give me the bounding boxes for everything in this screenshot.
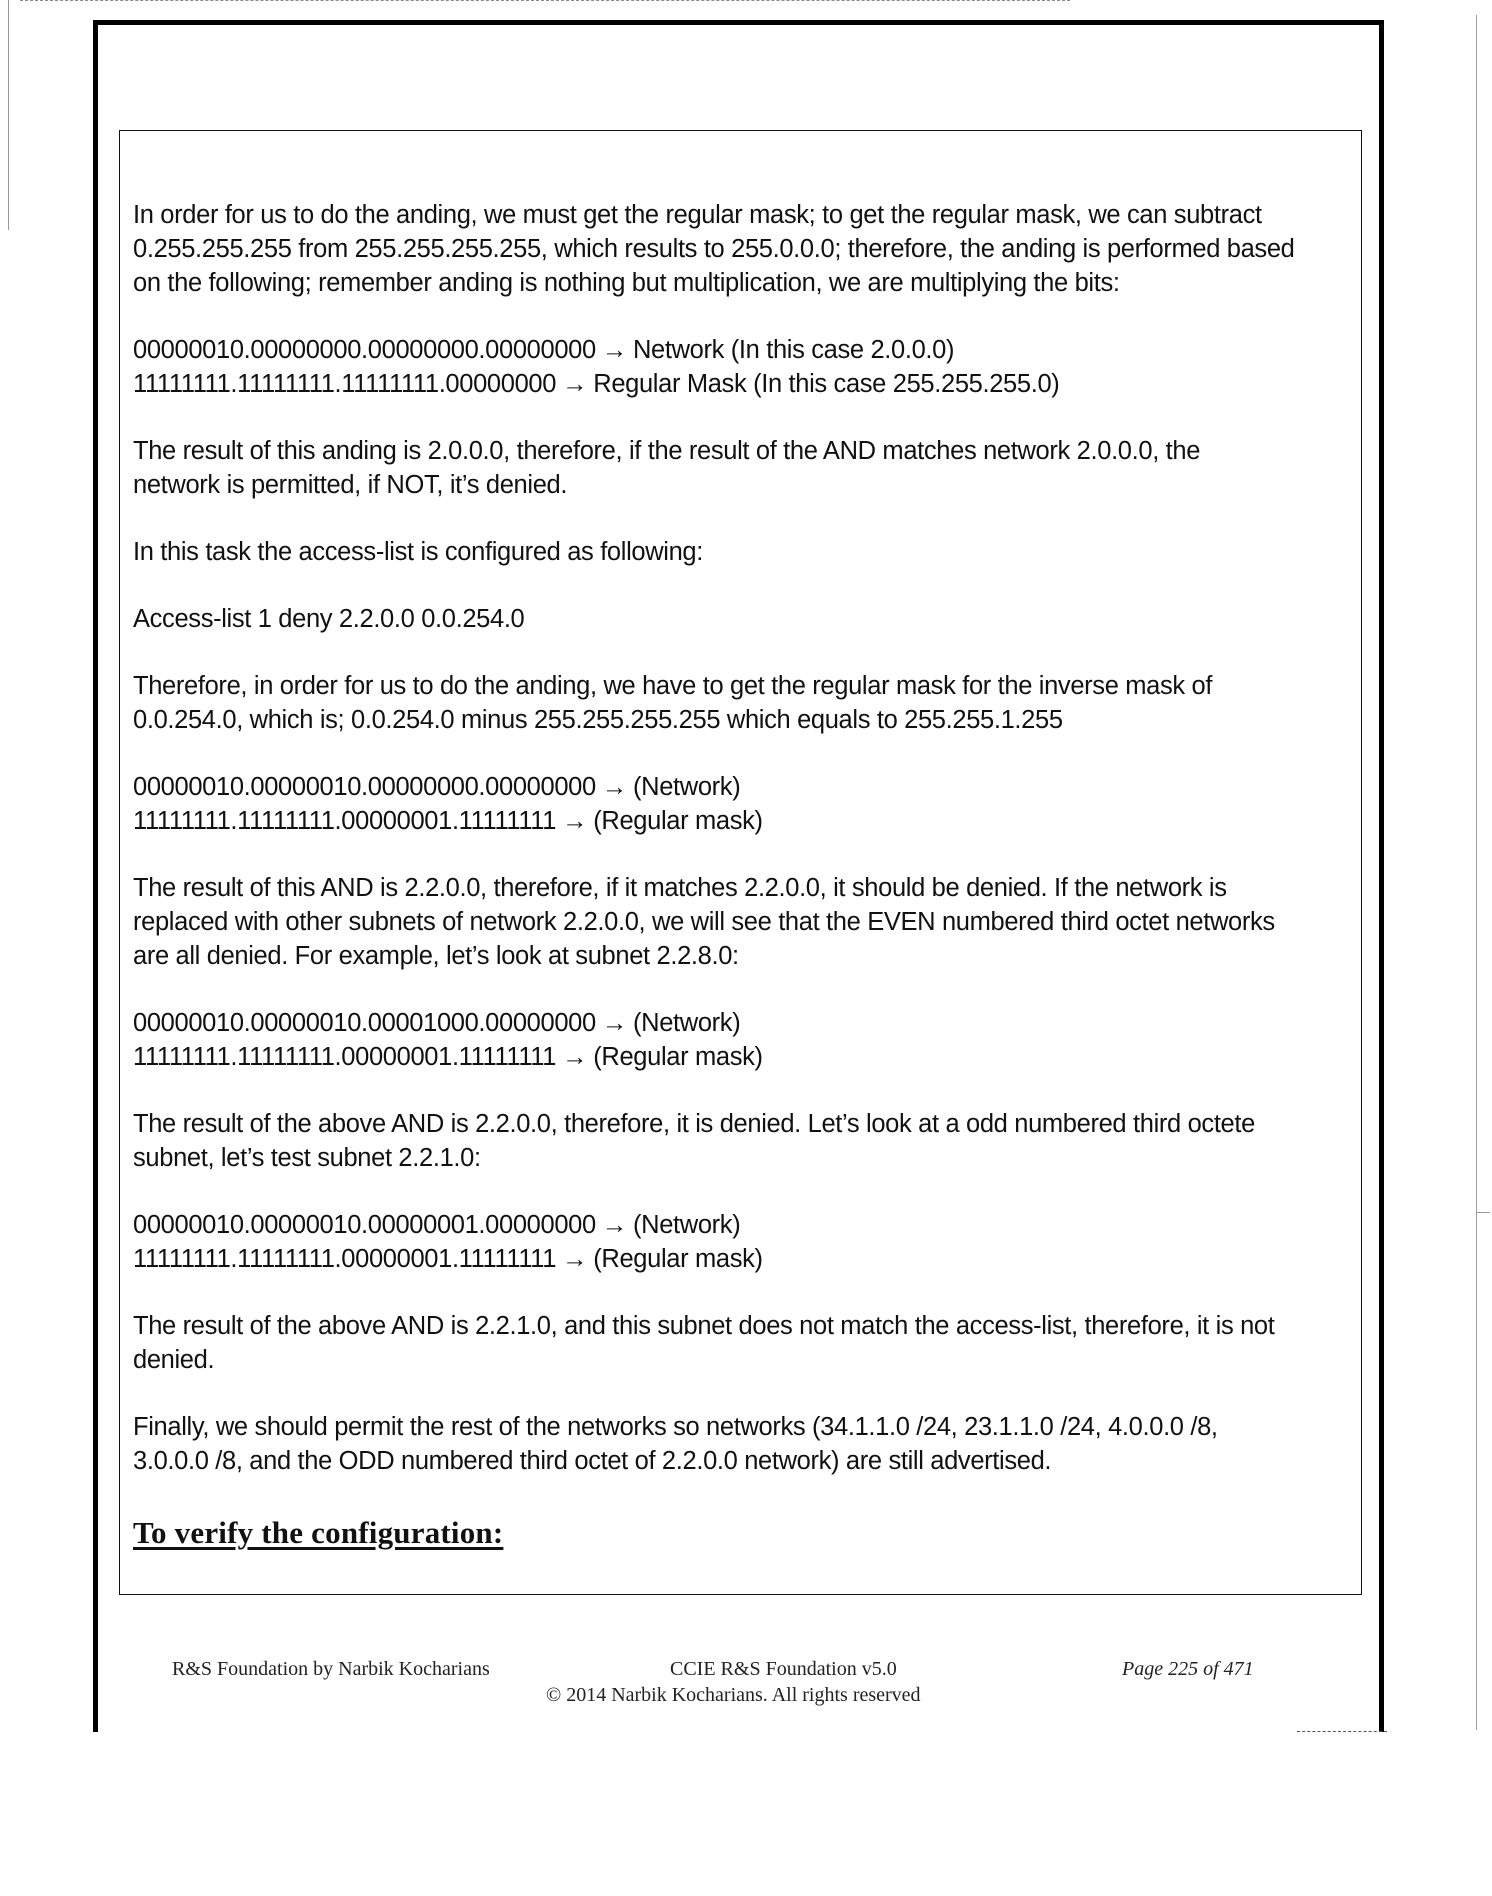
binary-row [133,1208,1348,1242]
paragraph-anding-result [133,434,1348,502]
binary-row [133,367,1348,401]
arrow-right-icon: → [601,1211,627,1239]
binary-bits: 00000010.00000010.00000001.00000000 [133,1211,596,1239]
binary-row [133,333,1348,367]
binary-bits: 11111111.11111111.11111111.00000000 [133,370,557,398]
text-line: The result of the above AND is 2.2.0.0, therefore, it is denied. Let’s look at a odd numbered third octete [133,1110,1255,1138]
binary-label: Regular Mask (In this case 255.255.255.0) [593,370,1060,398]
page-frame-bottom-edge [1297,1731,1387,1732]
section-heading: To verify the configuration: [133,1515,504,1550]
footer-author: R&S Foundation by Narbik Kocharians [172,1658,490,1680]
arrow-right-icon: → [562,807,588,835]
arrow-right-icon: → [562,370,588,398]
text-line: In this task the access-list is configured as following: [133,538,704,566]
binary-bits: 00000010.00000000.00000000.00000000 [133,336,596,364]
text-line: Finally, we should permit the rest of the networks so networks (34.1.1.0 /24, 23.1.1.0 /24, 4.0.0.0 /8, [133,1413,1218,1441]
text-line: The result of this AND is 2.2.0.0, therefore, if it matches 2.2.0.0, it should be denied. If the network is [133,874,1227,902]
binary-row [133,1040,1348,1074]
binary-row [133,1242,1348,1276]
binary-block-1 [133,333,1348,401]
document-body [133,198,1348,1511]
acl-config-line [133,602,1348,636]
text-line: are all denied. For example, let’s look at subnet 2.2.8.0: [133,942,739,970]
text-line: denied. [133,1346,215,1374]
footer-copyright: © 2014 Narbik Kocharians. All rights reserved [546,1684,921,1706]
arrow-right-icon: → [562,1245,588,1273]
text-line: Therefore, in order for us to do the anding, we have to get the regular mask for the inverse mask of [133,672,1213,700]
text-line: network is permitted, if NOT, it’s denied. [133,471,568,499]
paragraph-not-denied [133,1309,1348,1377]
binary-label: (Regular mask) [593,1043,763,1071]
text-line: 0.0.254.0, which is; 0.0.254.0 minus 255.255.255.255 which equals to 255.255.1.255 [133,706,1063,734]
binary-bits: 00000010.00000010.00001000.00000000 [133,1009,596,1037]
binary-bits: 00000010.00000010.00000000.00000000 [133,773,596,801]
binary-block-4 [133,1208,1348,1276]
binary-label: (Network) [632,1009,741,1037]
binary-block-2 [133,770,1348,838]
arrow-right-icon: → [562,1043,588,1071]
binary-label: (Regular mask) [593,807,763,835]
binary-label: (Network) [632,773,741,801]
binary-label: (Network) [632,1211,741,1239]
text-line: subnet, let’s test subnet 2.2.1.0: [133,1144,481,1172]
paragraph-odd-octet-test [133,1107,1348,1175]
binary-label: Network (In this case 2.0.0.0) [632,336,955,364]
footer-book-title: CCIE R&S Foundation v5.0 [670,1658,897,1680]
binary-bits: 11111111.11111111.00000001.11111111 [133,1043,557,1071]
arrow-right-icon: → [601,1009,627,1037]
scan-edge-line [1476,1212,1490,1213]
text-line: on the following; remember anding is nothing but multiplication, we are multiplying the bits: [133,269,1120,297]
scan-edge-line [8,0,9,230]
binary-block-3 [133,1006,1348,1074]
scan-edge-line [1476,15,1477,1730]
text-line: replaced with other subnets of network 2.2.0.0, we will see that the EVEN numbered third octet networks [133,908,1275,936]
paragraph-permit-rest [133,1410,1348,1478]
paragraph-regular-mask-intro [133,198,1348,300]
arrow-right-icon: → [601,336,627,364]
binary-row [133,770,1348,804]
text-line: 3.0.0.0 /8, and the ODD numbered third octet of 2.2.0.0 network) are still advertised. [133,1447,1052,1475]
paragraph-acl-intro [133,535,1348,569]
paragraph-inverse-mask [133,669,1348,737]
text-line: In order for us to do the anding, we must get the regular mask; to get the regular mask, we can subtract [133,201,1262,229]
binary-bits: 11111111.11111111.00000001.11111111 [133,1245,557,1273]
paragraph-even-octets [133,871,1348,973]
text-line: 0.255.255.255 from 255.255.255.255, which results to 255.0.0.0; therefore, the anding is performed based [133,235,1295,263]
text-line: The result of this anding is 2.0.0.0, therefore, if the result of the AND matches network 2.0.0.0, the [133,437,1201,465]
scan-edge-line [20,0,1070,1]
binary-label: (Regular mask) [593,1245,763,1273]
binary-row [133,1006,1348,1040]
arrow-right-icon: → [601,773,627,801]
text-line: The result of the above AND is 2.2.1.0, and this subnet does not match the access-list, therefore, it is not [133,1312,1275,1340]
text-line: Access-list 1 deny 2.2.0.0 0.0.254.0 [133,605,525,633]
page-number: Page 225 of 471 [1122,1658,1254,1680]
binary-row [133,804,1348,838]
binary-bits: 11111111.11111111.00000001.11111111 [133,807,557,835]
